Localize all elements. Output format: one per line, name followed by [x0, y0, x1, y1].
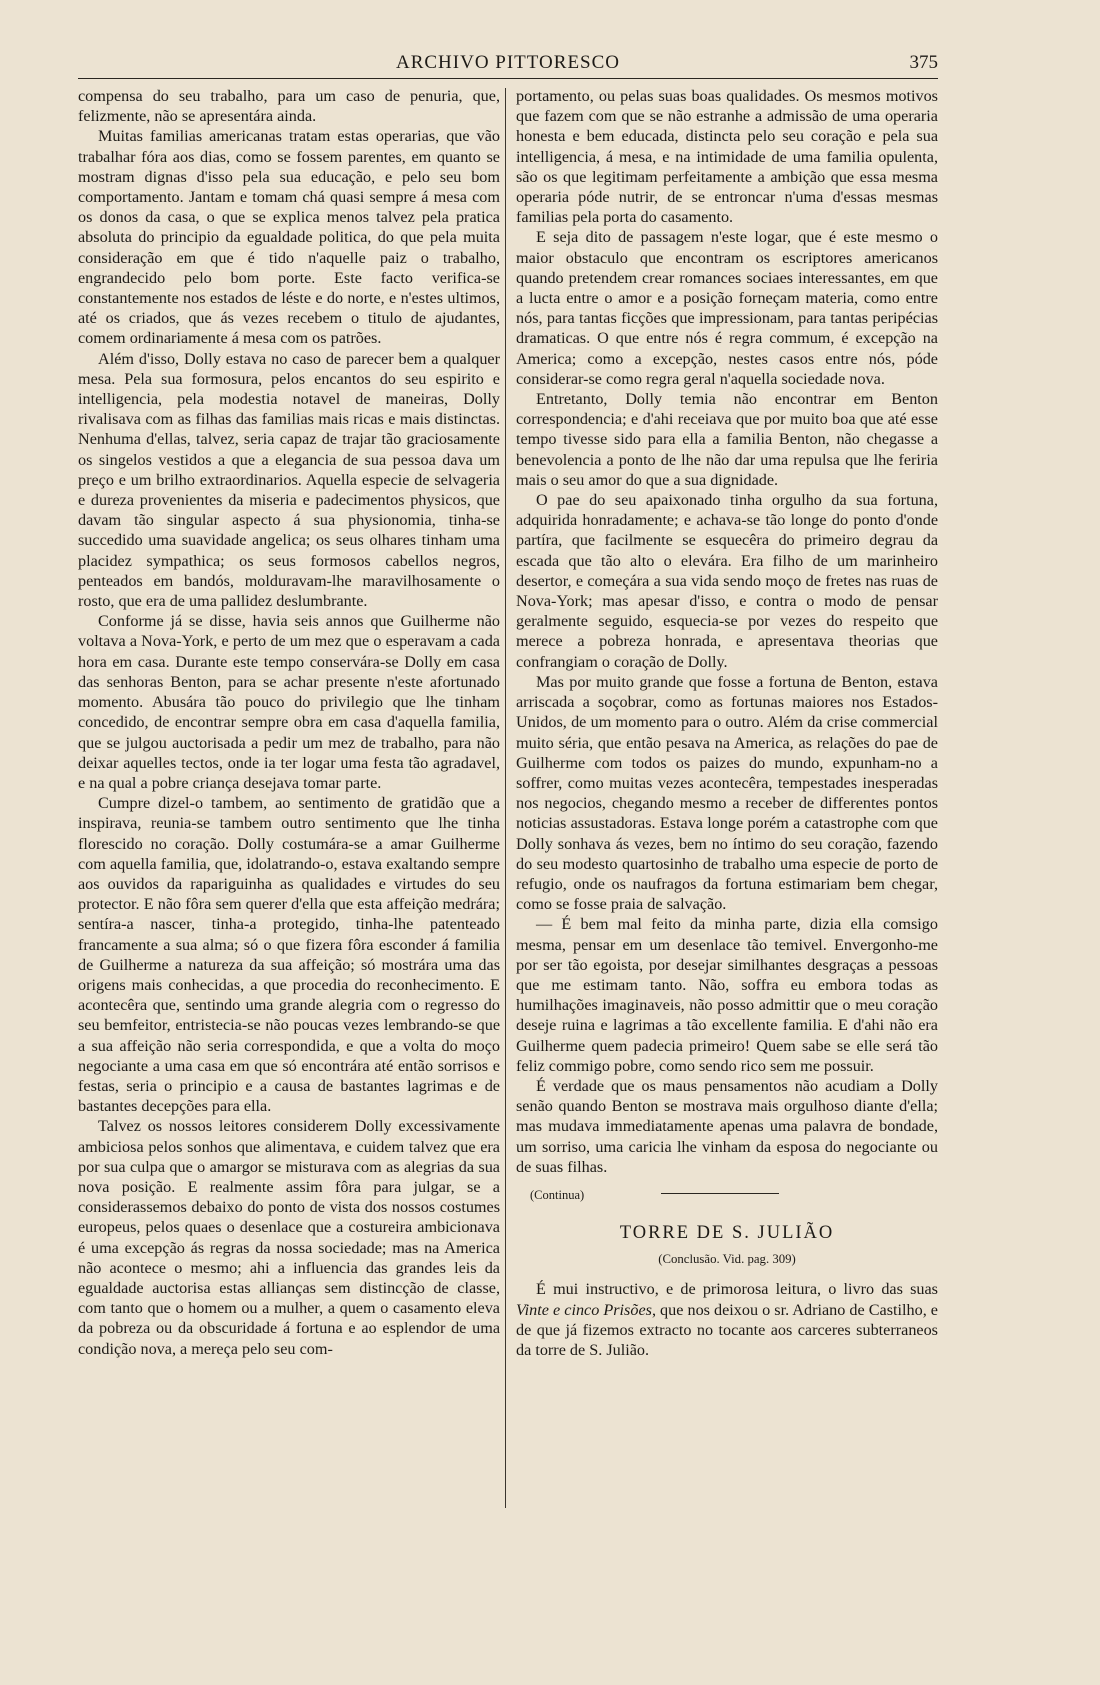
continua-line	[516, 1183, 938, 1205]
article-title: TORRE DE S. JULIÃO	[619, 1222, 835, 1243]
running-title: ARCHIVO PITTORESCO	[395, 52, 621, 73]
article-subtitle: (Conclusão. Vid. pag. 309)	[658, 1252, 796, 1267]
paragraph: Cumpre dizel-o tambem, ao sentimento de gratidão que a inspirava, reunia-se tambem outro sentimento que lhe tinha florescido no coração. Dolly costumára-se a amar Guilherme com aquella familia, que, idolatrando-o, estava exaltando sempre aos ouvidos da rapariguinha as qualidades e virtudes do seu protector. E não fôra sem querer d'ella que esta affeição medrára; sentíra-a nascer, tinha-a protegido, tinha-lhe patenteado francamente a sua alma; só o que fizera fôra esconder á familia de Guilherme a natureza da sua affeição; só mostrára uma das origens mais conhecidas, a que procedia do reconhecimento. E acontecêra que, sentindo uma grande alegria com o regresso do seu bemfeitor, entristecia-se não poucas vezes lembrando-se que a sua affeição não seria correspondida, e que a volta do moço negociante a uma casa em que só encontrára até então sorrisos e festas, seria o principio e a causa de bastantes lagrimas e de bastantes decepções para ella.	[78, 794, 500, 1116]
header-rule	[78, 78, 938, 79]
paragraph: Muitas familias americanas tratam estas operarias, que vão trabalhar fóra aos dias, como se fossem parentes, em quanto se mostram dignas d'isso pela sua educação, e pelo seu bom comportamento. Jantam e tomam chá quasi sempre á mesa com os donos da casa, o que se explica menos talvez pela pratica absoluta do principio da egualdade politica, do que pela muita consideração em que é tido n'aquelle paiz o trabalho, engrandecido pelo bom porte. Este facto verifica-se constantemente nos estados de léste e do norte, e n'estes ultimos, até os criados, que ás vezes recebem o titulo de ajudantes, comem ordinariamente á mesa com os patrões.	[78, 127, 500, 348]
paragraph: Mas por muito grande que fosse a fortuna de Benton, estava arriscada a soçobrar, como as fortunas maiores nos Estados-Unidos, de um momento para o outro. Além da crise commercial muito séria, que então pesava na America, as relações do pae de Guilherme com todos os paizes do mundo, expunham-no a soffrer, como muitas vezes acontecêra, tempestades inesperadas nos negocios, chegando mesmo a receber de differentes pontos noticias assustadoras. Estava longe porém a catastrophe com que Dolly sonhava ás vezes, bem no íntimo do seu coração, fazendo do seu modesto quartosinho de trabalho uma especie de porto de refugio, onde os naufragos da fortuna estimariam bem chegar, como se fosse praia de salvação.	[516, 672, 938, 914]
paragraph: compensa do seu trabalho, para um caso de penuria, que, felizmente, não se apresentára ainda.	[78, 87, 500, 126]
paragraph: Entretanto, Dolly temia não encontrar em Benton correspondencia; e d'ahi receiava que por muito boa que até esse tempo tivesse sido para ella a familia Benton, não chegasse a benevolencia a ponto de lhe não dar uma repulsa que lhe feriria mais o seu amor do que a sua dignidade.	[516, 390, 938, 489]
book-title: Vinte e cinco Prisões	[516, 1300, 652, 1319]
paragraph: — É bem mal feito da minha parte, dizia ella comsigo mesma, pensar em um desenlace tão temivel. Envergonho-me por ser tão egoista, por desejar similhantes desgraças a pessoas que me estimam tanto. Não, soffra eu embora todas as humilhações imaginaveis, não posso admittir que o meu coração deseje ruina e lagrimas a tão excellente familia. E d'ahi não era Guilherme quem padecia primeiro! Quem sabe se elle será tão feliz commigo pobre, como sendo rico sem me possuir.	[516, 915, 938, 1075]
paragraph: O pae do seu apaixonado tinha orgulho da sua fortuna, adquirida honradamente; e achava-se tão longe do ponto d'onde partíra, que facilmente se esquecêra do primeiro degrau da escada que tão alto o elevára. Era filho de um marinheiro desertor, e começára a sua vida sendo moço de fretes nas ruas de Nova-York; mas apesar d'isso, e contra o modo de pensar geralmente seguido, esquecia-se por vezes do respeito que merece a pobreza honrada, e apresentava theorias que confrangiam o coração de Dolly.	[516, 491, 938, 671]
paragraph: É verdade que os maus pensamentos não acudiam a Dolly senão quando Benton se mostrava mais orgulhoso diante d'ella; mas mudava immediatamente apenas uma palavra de bondade, um sorriso, uma caricia lhe vinham da esposa do negociante ou de suas filhas.	[516, 1076, 938, 1176]
paragraph: Talvez os nossos leitores considerem Dolly excessivamente ambiciosa pelos sonhos que alimentava, e cuidem talvez que era por sua culpa que o amargor se misturava com as alegrias da sua nova posição. E realmente assim fôra para julgar, se a considerassemos debaixo do ponto de vista dos nossos costumes europeus, pelos quaes o desenlace que a costureira ambicionava é uma excepção ás regras da nossa sociedade; mas na America não acontece o mesmo; ahi a influencia das grandes leis da egualdade auctorisa estas allianças sem distincção de classe, com tanto que o homem ou a mulher, a quem o casamento eleva da pobreza ou da obscuridade á fortuna e ao esplendor de uma condição nova, a mereça pelo seu com-	[78, 1117, 500, 1358]
column-divider	[505, 88, 506, 1508]
article-text-start: É mui instructivo, e de primorosa leitura, o livro das suas	[536, 1280, 938, 1299]
article-text-end: , que nos deixou o sr. Adriano de Castilho, e de que já fizemos extracto no tocante aos carceres subterraneos da torre de S. Julião.	[516, 1300, 938, 1359]
paragraph: portamento, ou pelas suas boas qualidades. Os mesmos motivos que fazem com que se não estranhe a admissão de uma operaria honesta e bem educada, distincta pelo seu coração e pela sua intelligencia, á mesa, e na intimidade de uma familia opulenta, são os que legitimam perfeitamente a ambição que essa mesma operaria póde nutrir, de se entroncar n'uma d'essas mesmas familias pela porta do casamento.	[516, 87, 938, 227]
continua-label: (Continua)	[530, 1187, 585, 1202]
paragraph: Conforme já se disse, havia seis annos que Guilherme não voltava a Nova-York, e perto de um mez que o esperavam a cada hora em casa. Durante este tempo conservára-se Dolly em casa das senhoras Benton, para se achar presente n'este afortunado momento. Abusára tão pouco do privilegio que lhe tinham concedido, de encontrar sempre obra em casa d'aquella familia, que se julgou auctorisada a pedir um mez de trabalho, para não deixar aquelles tectos, onde ia ter logar uma festa tão agradavel, e na qual a pobre criança desejava tomar parte.	[78, 612, 500, 792]
paragraph: Além d'isso, Dolly estava no caso de parecer bem a qualquer mesa. Pela sua formosura, pelos encantos do seu espirito e intelligencia, pela modestia notavel de maneiras, Dolly rivalisava com as filhas das familias mais ricas e mais distinctas. Nenhuma d'ellas, talvez, seria capaz de trajar tão graciosamente os singelos vestidos a que a elegancia de sua pessoa dava um preço e um brilho extraordinarios. Aquella especie de selvageria e dureza provenientes da miseria e padecimentos physicos, que davam tão singular aspecto á sua physionomia, tinha-se succedido uma suavidade angelica; os seus olhares tinham uma placidez sympathica; os seus formosos cabellos negros, penteados em bandós, molduravam-lhe maravilhosamente o rosto, que era de uma pallidez deslumbrante.	[78, 349, 500, 611]
article-paragraph	[516, 1279, 938, 1360]
left-column	[78, 86, 500, 1359]
page-header	[78, 48, 938, 76]
right-column	[516, 86, 938, 1360]
paragraph: E seja dito de passagem n'este logar, que é este mesmo o maior obstaculo que encontram os escriptores americanos quando pretendem crear romances sociaes interessantes, em que a lucta entre o amor e a posição forneçam materia, como entre nós, para tantas ficções que impressionam, para tantas peripécias dramaticas. O que entre nós é regra commum, é excepção na America; como a excepção, nestes casos entre nós, póde considerar-se como regra geral n'aquella sociedade nova.	[516, 228, 938, 388]
section-rule	[661, 1193, 779, 1194]
page-number: 375	[909, 52, 938, 73]
